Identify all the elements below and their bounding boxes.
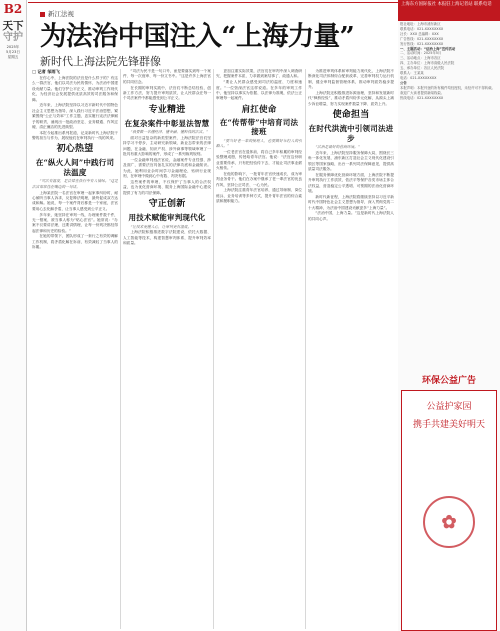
ad-title: 环保公益广告 (421, 376, 476, 386)
column-rule (213, 69, 214, 629)
paragraph: 上海法院积极推进数字法院建设，依托大数据、人工智能等技术，构建智慧审判体系，提升审判效率和质量。 (123, 230, 211, 246)
paragraph: 上海法院还积极推进诉源治理，坚持和发展新时代“枫桥经验”，推动矛盾纠纷多元化解，从源头上减少诉讼增量，努力实现案件数量下降、质效上升。 (308, 90, 394, 106)
paragraph: 本报今起推出系列报道，记录新时代上海法院干警的担当与作为，展现他们在审判执行一线的风采。 (32, 130, 118, 141)
date-weekday: 星期五 (7, 54, 19, 59)
paragraph: 在你心中，上海法院的法官是什么样子的？有这么一群法官，他们以司法为民的情怀，为法治中国建设贡献力量。他们守护公平正义，推动审判工作现代化，为经济社会发展提供优质高效的司法服务和保障。 (32, 76, 118, 102)
sidebar-info (400, 22, 498, 101)
left-rail (0, 0, 27, 631)
ad-box (401, 390, 497, 631)
column-rule (120, 69, 121, 629)
section-heading: 守正创新 (148, 199, 186, 209)
paragraph: 在服务保障优化营商环境方面，上海法院不断提升审判执行工作质效，依法平等保护各类市场主体合法权益，营造稳定公平透明、可预期的法治化营商环境。 (308, 172, 394, 193)
paragraph: 面对日益复杂的新类型案件，上海法院法官们坚持学习不停步，主动研究新领域、新业态带来的法律问题，在金融、知识产权、涉外商事等领域审理了一批具有重大影响的案件，形成了一系列裁判规则。 (123, 135, 211, 157)
sidebar-banner: 上海东方国际报社 本报驻上海记者站 联系电话 (398, 0, 500, 21)
page-number: B2 (3, 2, 23, 16)
info-line: 本报声明：本报刊登的所有稿件均经授权，未经许可不得转载。 (400, 85, 495, 90)
section-subheading: 在“纵火人间”中践行司法温度 (35, 158, 115, 177)
paragraph: “要让人民群众感受到司法的温度、力度和速度。”一位资深法官这样说道。在多年的审判工作中，他坚持以事实为依据、以法律为准绳，依法公正审理每一起案件。 (216, 80, 302, 101)
paragraph: 这些案件的审理，不仅保护了当事人的合法权益，也为优化营商环境、服务上海国际金融中心建设提供了有力的司法保障。 (123, 179, 211, 195)
ad-line-2: 携手共建美好明天 (412, 420, 485, 430)
info-line: 四、主办单位：上海市高级人民法院 (400, 61, 455, 66)
paragraph: 在他的影响下，一批青年法官快速成长，成为审判业务骨干。他们在办案中继承了老一辈法官的优良作风，坚持公正司法、一心为民。 (216, 171, 302, 187)
subheadline: 新时代上海法院先锋群像 (40, 55, 161, 68)
section-subheading: 在“传帮带”中培育司法接班 (219, 117, 299, 137)
paragraph: “让技术更懂人心，让审判更有温度。” (130, 224, 194, 229)
brand-bottom: 守护 (3, 32, 23, 43)
info-line: 联系人：王某某 (400, 71, 424, 76)
headline: 为法治中国注入“上海力量” (40, 21, 355, 52)
section-subheading: 在时代洪流中引领司法进步 (308, 124, 394, 143)
paragraph: “我要做一名懂经济、懂金融、懂科技的法官。” (130, 130, 208, 135)
info-line: 报社地址：上海市浦东新区 (400, 22, 441, 26)
info-line: 五、承办单位：各区人民法院 (400, 66, 445, 71)
paragraph: 多年来，她坚持在审判一线，办理案件数千件，无一错案，被当事人称为“贴心法官”。她常说：“办案不仅要讲法理，还要讲情理，让每一份判决都经得起法律和历史的检验。” (32, 212, 118, 233)
info-line: 社长：XXX 总编辑：XXX (400, 31, 439, 36)
date-year: 2025年 (6, 45, 20, 49)
date-day: 5月23日 (5, 49, 21, 54)
section-heading: 初心热望 (56, 144, 94, 155)
section-heading: 肩扛使命 (241, 104, 277, 115)
paragraph: “法治是最好的营商环境。” (315, 145, 360, 150)
byline: □ 记者 邹雨飞 (32, 69, 60, 74)
info-line: 欢迎广大读者提供新闻线索。 (400, 90, 445, 95)
paragraph: “法治中国，上海力量。”这是新时代上海法院人的共同心声。 (308, 211, 394, 221)
issue-date (0, 45, 26, 59)
brand-top: 天下 (2, 20, 24, 32)
info-line: 联系电话：021-XXXXXXXX (400, 26, 444, 31)
info-line: 广告热线：021-XXXXXXXX (400, 36, 444, 41)
info-line: 发行热线：021-XXXXXXXX (400, 41, 444, 46)
section-subheading: 用技术赋能审判现代化 (128, 213, 206, 222)
section-label: 新江法视 (48, 10, 74, 18)
paragraph: “司法为民不是一句口号，而是要落实到每一个案件、每一次庭审、每一份文书中。”这是许多上海法官的共同信念。 (123, 69, 211, 84)
paragraph: 上海法院注重青年法官培养，通过导师制、岗位练兵、业务培训等多种方式，提升青年法官的综合素质和履职能力。 (216, 188, 302, 204)
seal-icon: ✿ (423, 496, 475, 548)
paragraph: “要当好老一辈的接班人，也要做好年轻人的引路人。” (216, 138, 302, 149)
ad-line-1: 公益护家园 (426, 402, 472, 412)
header-rule (28, 2, 398, 3)
info-line: 一、主题活动：“法治上海”宣传活动 (400, 46, 456, 51)
section-subheading: 在复杂案件中彰显法智慧 (124, 118, 210, 128)
paragraph: 一位老法官在退休前，将自己多年积累的审判经验整理成册，传授给青年法官。他说：“法官这份职业需要传承，只有把经验传下去，才能让司法事业薪火相传。” (216, 149, 302, 171)
column-4 (308, 69, 394, 629)
section-heading: 专业精进 (148, 104, 186, 115)
paragraph: 在长期的审判实践中，法官们不断总结经验，创新工作方法，努力提升审判质效，让人民群众在每一个司法案件中都能感受到公平正义。 (123, 85, 211, 101)
info-line: 二、活动时间：2025年5月 (400, 51, 442, 56)
paragraph: 在她的带领下，团队形成了一套行之有效的调解工作机制，将矛盾化解在诉前，有效减轻了当事人的诉累。 (32, 234, 118, 250)
paragraph: 近年来，上海法院坚持服务保障大局，围绕长三角一体化发展、浦东新区打造社会主义现代化建设引领区等国家战略，出台一系列司法保障意见，提供高质量司法服务。 (308, 150, 394, 172)
column-2 (123, 69, 211, 629)
info-line: 公告 (400, 80, 407, 85)
section-heading: 使命担当 (332, 110, 370, 121)
column-1 (32, 69, 118, 629)
info-line: 电话：021-XXXXXXXX (400, 75, 437, 80)
paragraph: 一位金融审判庭法官说，金融案件专业性强、涉及面广，需要法官具备扎实的法律功底和金融知识。为此，她利用业余时间学习金融理论，钻研行业规则，在审理中做到心中有数、判决有据。 (123, 157, 211, 179)
paragraph: 近年来，上海法院坚持以习近平新时代中国特色社会主义思想为指导，深入践行习近平法治思想，紧紧围绕“公正与效率”工作主题，忠实履行宪法法律赋予的职责，涌现出一批政治坚定、业务精通、作风过硬、清正廉洁的先进典型。 (32, 103, 118, 129)
paragraph: “司法有温度，是法律在执行中有人情味。”这是法官常常挂在嘴边的一句话。 (32, 179, 118, 189)
paragraph: 为推进审判体系和审判能力现代化，上海法院不断深化司法体制综合配套改革，完善审判权力运行机制，健全审判监督管理体系，推动审判质效稳步提升。 (308, 69, 394, 90)
paragraph: 更加注重实际效果，法官们在审判中深入调查研究，把握案件本质，力求做到案结事了、政通人和。 (216, 69, 302, 79)
info-line: 三、活动地点：上海市各区 (400, 56, 441, 61)
paragraph: 新时代新征程，上海法院将继续坚持以习近平新时代中国特色社会主义思想为指导，深入贯彻党的二十大精神，为法治中国建设贡献更多“上海力量”。 (308, 194, 394, 210)
column-rule (305, 69, 306, 629)
info-line: 热线电话：021-XXXXXXXX (400, 95, 444, 100)
column-3 (216, 69, 302, 629)
paragraph: 上海某法院一名法官在审理一起家事纠纷时，耐心倾听当事人诉求，反复释法明理，最终促成双方达成和解。她说，每一个案件背后都是一个家庭，法官要用心去化解矛盾，让当事人感受到公平正义。 (32, 190, 118, 211)
